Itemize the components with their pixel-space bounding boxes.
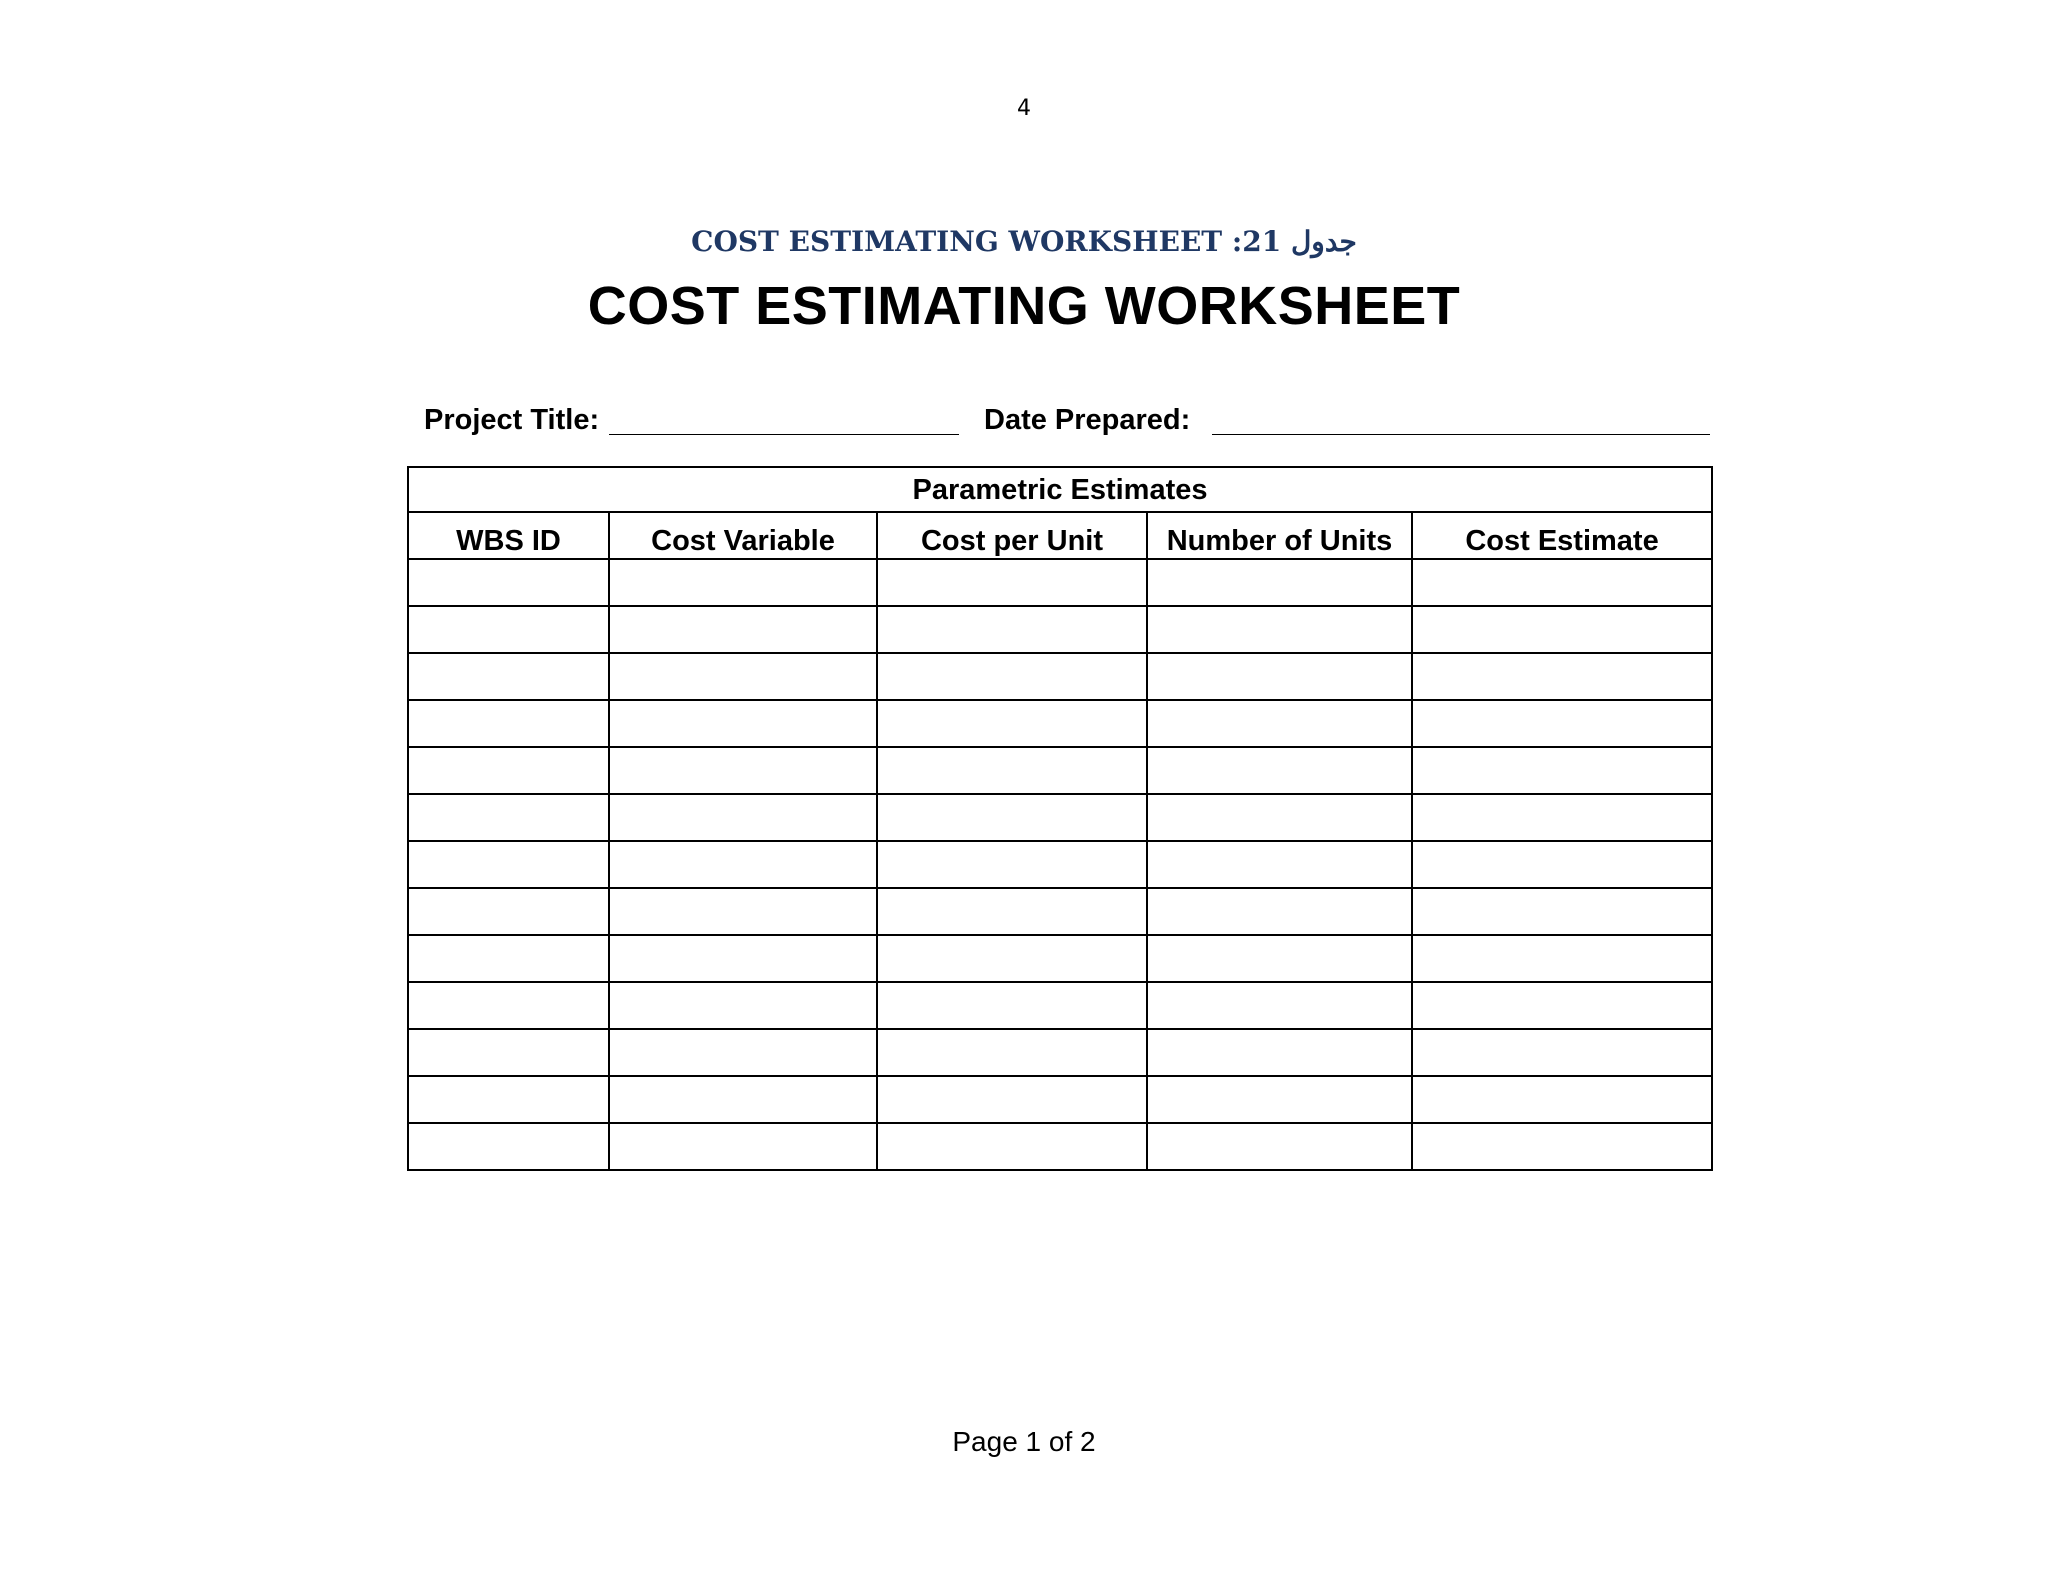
table-cell[interactable] xyxy=(1147,841,1412,888)
date-prepared-field[interactable] xyxy=(1212,434,1710,435)
table-row xyxy=(408,888,1712,935)
table-cell[interactable] xyxy=(877,559,1147,606)
table-cell[interactable] xyxy=(877,1029,1147,1076)
table-caption: جدول 21: COST ESTIMATING WORKSHEET xyxy=(691,225,1357,258)
column-header-wbs-id: WBS ID xyxy=(408,512,609,559)
table-cell[interactable] xyxy=(408,982,609,1029)
table-cell[interactable] xyxy=(609,747,877,794)
table-cell[interactable] xyxy=(408,1076,609,1123)
column-header-row xyxy=(408,512,1712,559)
table-row xyxy=(408,935,1712,982)
table-cell[interactable] xyxy=(1147,606,1412,653)
page-number: 4 xyxy=(1017,96,1031,121)
table-cell[interactable] xyxy=(1412,653,1712,700)
table-cell[interactable] xyxy=(609,653,877,700)
table-cell[interactable] xyxy=(609,1076,877,1123)
date-prepared-label: Date Prepared: xyxy=(984,404,1191,436)
project-title-field[interactable] xyxy=(609,434,959,435)
table-cell[interactable] xyxy=(408,1029,609,1076)
table-cell[interactable] xyxy=(1147,935,1412,982)
table-cell[interactable] xyxy=(877,841,1147,888)
table-cell[interactable] xyxy=(609,606,877,653)
table-row xyxy=(408,1076,1712,1123)
table-cell[interactable] xyxy=(877,935,1147,982)
table-cell[interactable] xyxy=(408,935,609,982)
section-title: Parametric Estimates xyxy=(408,467,1712,512)
table-cell[interactable] xyxy=(877,606,1147,653)
table-cell[interactable] xyxy=(609,982,877,1029)
table-row xyxy=(408,982,1712,1029)
table-cell[interactable] xyxy=(1147,982,1412,1029)
table-cell[interactable] xyxy=(408,559,609,606)
table-cell[interactable] xyxy=(408,747,609,794)
table-cell[interactable] xyxy=(877,794,1147,841)
table-cell[interactable] xyxy=(877,1123,1147,1170)
table-cell[interactable] xyxy=(1412,888,1712,935)
table-cell[interactable] xyxy=(408,841,609,888)
table-row xyxy=(408,700,1712,747)
table-cell[interactable] xyxy=(877,888,1147,935)
page-footer: Page 1 of 2 xyxy=(952,1426,1096,1457)
table-cell[interactable] xyxy=(408,794,609,841)
column-header-cost-per-unit: Cost per Unit xyxy=(877,512,1147,559)
table-row xyxy=(408,559,1712,606)
table-cell[interactable] xyxy=(1147,747,1412,794)
table-cell[interactable] xyxy=(1147,888,1412,935)
column-header-cost-estimate: Cost Estimate xyxy=(1412,512,1712,559)
table-cell[interactable] xyxy=(1147,794,1412,841)
table-cell[interactable] xyxy=(609,888,877,935)
table-row xyxy=(408,794,1712,841)
table-body xyxy=(408,559,1712,1170)
table-cell[interactable] xyxy=(609,1029,877,1076)
table-cell[interactable] xyxy=(1412,700,1712,747)
table-cell[interactable] xyxy=(1412,559,1712,606)
table-cell[interactable] xyxy=(609,700,877,747)
table-cell[interactable] xyxy=(1412,747,1712,794)
table-cell[interactable] xyxy=(408,700,609,747)
parametric-estimates-table xyxy=(407,466,1713,1171)
table-cell[interactable] xyxy=(1412,1123,1712,1170)
table-cell[interactable] xyxy=(1412,1076,1712,1123)
table-cell[interactable] xyxy=(877,982,1147,1029)
table-cell[interactable] xyxy=(1147,559,1412,606)
page-title: COST ESTIMATING WORKSHEET xyxy=(587,276,1461,336)
table-cell[interactable] xyxy=(1147,700,1412,747)
column-header-cost-variable: Cost Variable xyxy=(609,512,877,559)
column-header-number-of-units: Number of Units xyxy=(1147,512,1412,559)
table-cell[interactable] xyxy=(609,841,877,888)
table-cell[interactable] xyxy=(1412,935,1712,982)
table-row xyxy=(408,841,1712,888)
table-cell[interactable] xyxy=(408,606,609,653)
table-row xyxy=(408,747,1712,794)
table-cell[interactable] xyxy=(877,1076,1147,1123)
table-cell[interactable] xyxy=(1412,606,1712,653)
table-row xyxy=(408,1029,1712,1076)
table-cell[interactable] xyxy=(609,935,877,982)
table-cell[interactable] xyxy=(408,653,609,700)
table-cell[interactable] xyxy=(1147,1029,1412,1076)
table-cell[interactable] xyxy=(1147,1076,1412,1123)
project-title-label: Project Title: xyxy=(424,404,600,436)
table-cell[interactable] xyxy=(609,559,877,606)
table-row xyxy=(408,606,1712,653)
table-cell[interactable] xyxy=(1147,1123,1412,1170)
table-cell[interactable] xyxy=(1412,841,1712,888)
table-cell[interactable] xyxy=(1412,1029,1712,1076)
table-cell[interactable] xyxy=(1412,794,1712,841)
table-cell[interactable] xyxy=(877,747,1147,794)
table-cell[interactable] xyxy=(609,1123,877,1170)
table-cell[interactable] xyxy=(877,700,1147,747)
table-row xyxy=(408,653,1712,700)
table-cell[interactable] xyxy=(1412,982,1712,1029)
table-cell[interactable] xyxy=(408,888,609,935)
table-section-header xyxy=(408,467,1712,512)
table-row xyxy=(408,1123,1712,1170)
table-cell[interactable] xyxy=(877,653,1147,700)
table-cell[interactable] xyxy=(609,794,877,841)
table-cell[interactable] xyxy=(1147,653,1412,700)
header-fields xyxy=(424,400,1710,440)
table-cell[interactable] xyxy=(408,1123,609,1170)
